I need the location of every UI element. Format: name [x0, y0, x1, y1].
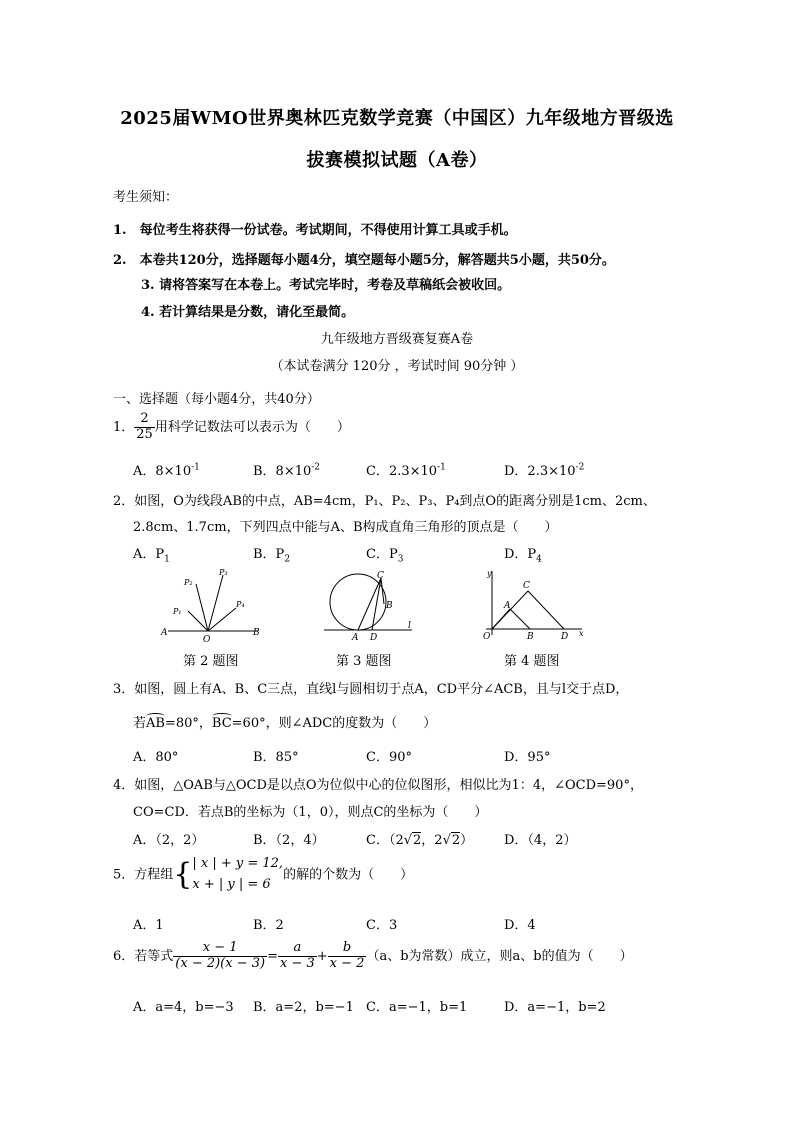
- section-one-heading: 一、选择题（每小题4分，共40分）: [113, 392, 320, 407]
- q3-option-c[interactable]: C．90°: [366, 750, 412, 765]
- option-text: B．P: [253, 547, 285, 562]
- label-o: O: [203, 635, 211, 645]
- sqrt-icon: √: [442, 833, 451, 848]
- ray-op4: [208, 608, 236, 631]
- label-o: O: [483, 632, 491, 642]
- ray-op2: [196, 584, 208, 631]
- label-b: B: [386, 601, 393, 611]
- label-l: l: [408, 621, 411, 631]
- q2-option-c[interactable]: [366, 543, 403, 565]
- notice-item-3: 3. 请将答案写在本卷上。考试完毕时，考卷及草稿纸会被收回。: [141, 278, 511, 293]
- fraction-a: [278, 941, 317, 972]
- question-1: [113, 412, 350, 443]
- q5-option-a[interactable]: A．1: [133, 918, 164, 933]
- question-number: 6．若等式: [113, 948, 174, 964]
- question-2-line1: 2．如图，O为线段AB的中点，AB=4cm，P₁、P₂、P₃、P₄到点O的距离分别是1cm、2cm、: [113, 494, 656, 509]
- option-text: C．（2: [366, 833, 404, 848]
- q6-option-d[interactable]: D．a=−1，b=2: [504, 1000, 606, 1015]
- equation-system: [192, 854, 283, 896]
- numerator: a: [278, 941, 317, 957]
- exponent: -1: [437, 462, 446, 473]
- denominator: x − 2: [329, 955, 365, 971]
- label-p4: P₄: [236, 600, 245, 609]
- sub-heading: 九年级地方晋级赛复赛A卷: [320, 332, 474, 347]
- question-5: [113, 854, 413, 896]
- question-4-line1: 4．如图，△OAB与△OCD是以点O为位似中心的位似图形，相似比为1：4，∠OCD=90°，: [113, 778, 643, 793]
- q1-option-a[interactable]: [133, 460, 200, 479]
- exponent: -2: [575, 462, 585, 473]
- exam-title-line1: 2025届WMO世界奥林匹克数学竞赛（中国区）九年级地方晋级选: [120, 108, 674, 129]
- question-number: 5．方程组: [113, 867, 174, 883]
- question-text: 的解的个数为（ ）: [283, 867, 414, 883]
- label-b: B: [527, 632, 534, 642]
- option-text: D．P: [504, 547, 537, 562]
- figure-2-caption: 第 2 题图: [183, 654, 239, 669]
- arc-bc: BC: [211, 716, 232, 731]
- figure-4: [478, 563, 588, 643]
- circle: [330, 574, 386, 630]
- label-c: C: [523, 581, 530, 591]
- q1-option-d[interactable]: [504, 460, 584, 479]
- q2-option-a[interactable]: [133, 543, 170, 565]
- option-text: D．2.3×10: [504, 464, 576, 479]
- option-text: C．2.3×10: [366, 464, 438, 479]
- q4-option-c[interactable]: [366, 829, 473, 848]
- label-x: x: [579, 629, 584, 638]
- q5-option-b[interactable]: B．2: [253, 918, 284, 933]
- q6-option-a[interactable]: A．a=4，b=−3: [133, 1000, 234, 1015]
- q5-option-c[interactable]: C．3: [366, 918, 398, 933]
- fraction-left: [173, 941, 267, 972]
- figure-3: [320, 566, 420, 646]
- q4-option-a[interactable]: A．（2，2）: [133, 833, 205, 848]
- text: =80°，: [164, 716, 212, 731]
- q2-option-d[interactable]: [504, 543, 542, 565]
- q3-option-a[interactable]: A．80°: [133, 750, 179, 765]
- triangle-ocd: [492, 591, 564, 629]
- figure-4-caption: 第 4 题图: [504, 654, 560, 669]
- brace-icon: {: [173, 856, 193, 892]
- option-text: A．P: [133, 547, 165, 562]
- label-p3: P₃: [219, 568, 228, 577]
- label-a: A: [161, 628, 168, 638]
- numerator: 2: [134, 412, 155, 428]
- arc-ab: AB: [146, 716, 165, 731]
- option-text: C．P: [366, 547, 398, 562]
- q2-option-b[interactable]: [253, 543, 290, 565]
- subscript: 2: [284, 554, 291, 565]
- q5-option-d[interactable]: D．4: [504, 918, 536, 933]
- equals-sign: =: [267, 948, 278, 964]
- equation-2: x + | y | = 6: [192, 876, 271, 892]
- notice-item-4: 4. 若计算结果是分数，请化至最简。: [141, 305, 355, 320]
- numerator: b: [328, 941, 367, 957]
- label-p2: P₂: [184, 578, 193, 587]
- label-p1: P₁: [173, 607, 182, 616]
- exam-title-line2: 拔赛模拟试题（A卷）: [306, 150, 488, 171]
- subscript: 3: [397, 554, 404, 565]
- figure-3-caption: 第 3 题图: [336, 654, 392, 669]
- denominator: x − 3: [280, 955, 315, 971]
- question-3-line2: [133, 712, 436, 731]
- label-a: A: [352, 633, 359, 643]
- notice-item-1: 1. 每位考生将获得一份试卷。考试期间，不得使用计算工具或手机。: [113, 223, 517, 238]
- question-2-line2: 2.8cm、1.7cm，下列四点中能与A、B构成直角三角形的顶点是（ ）: [133, 520, 558, 535]
- denominator: (x − 2)(x − 3): [175, 955, 266, 971]
- option-text: A．8×10: [133, 464, 192, 479]
- option-text: ，2: [421, 833, 443, 848]
- figure-2: [158, 566, 268, 646]
- question-text: （a、b为常数）成立，则a、b的值为（ ）: [366, 948, 633, 964]
- notice-heading: 考生须知：: [113, 190, 179, 205]
- subscript: 1: [164, 554, 170, 565]
- q4-option-b[interactable]: B．（2，4）: [253, 833, 325, 848]
- label-d: D: [561, 632, 569, 642]
- segment-cd: [372, 578, 381, 630]
- option-text: ）: [460, 833, 474, 848]
- label-d: D: [370, 633, 378, 643]
- triangle-oab: [492, 609, 530, 629]
- fraction-b: [328, 941, 367, 972]
- subscript: 4: [536, 554, 542, 565]
- q6-option-c[interactable]: C．a=−1，b=1: [366, 1000, 468, 1015]
- question-number: 1．: [113, 419, 135, 435]
- label-c: C: [377, 571, 384, 581]
- exam-info: （本试卷满分 120分 ，考试时间 90分钟 ）: [270, 359, 524, 374]
- text: 若: [133, 716, 147, 731]
- ray-op3: [208, 575, 223, 631]
- label-y: y: [487, 569, 492, 578]
- exponent: -2: [311, 462, 321, 473]
- q3-option-b[interactable]: B．85°: [253, 750, 299, 765]
- radicand: 2: [451, 833, 461, 848]
- label-b: B: [253, 628, 260, 638]
- radicand: 2: [413, 833, 422, 848]
- text: =60°，则∠ADC的度数为（ ）: [231, 716, 437, 731]
- label-a: A: [504, 601, 511, 611]
- q1-option-b[interactable]: [253, 460, 320, 479]
- sqrt-icon: √: [403, 833, 413, 848]
- fraction: [134, 412, 155, 443]
- option-text: B．8×10: [253, 464, 312, 479]
- q4-option-d[interactable]: D．（4，2）: [504, 833, 577, 848]
- question-3-line1: 3．如图，圆上有A、B、C三点，直线l与圆相切于点A，CD平分∠ACB，且与l交于点D，: [113, 682, 629, 697]
- exponent: -1: [191, 462, 200, 473]
- q1-option-c[interactable]: [366, 460, 446, 479]
- equation-1: | x | + y = 12,: [192, 856, 284, 871]
- notice-item-2: 2. 本卷共120分，选择题每小题4分，填空题每小题5分，解答题共5小题，共50分。: [113, 253, 615, 268]
- numerator: x − 1: [173, 941, 267, 957]
- q3-option-d[interactable]: D．95°: [504, 750, 551, 765]
- question-4-line2: CO=CD．若点B的坐标为（1，0），则点C的坐标为（ ）: [133, 805, 488, 820]
- denominator: 25: [136, 426, 153, 442]
- question-6: [113, 941, 633, 972]
- question-text: 用科学记数法可以表示为（ ）: [154, 419, 350, 435]
- q6-option-b[interactable]: B．a=2，b=−1: [253, 1000, 354, 1015]
- plus-sign: +: [316, 948, 328, 964]
